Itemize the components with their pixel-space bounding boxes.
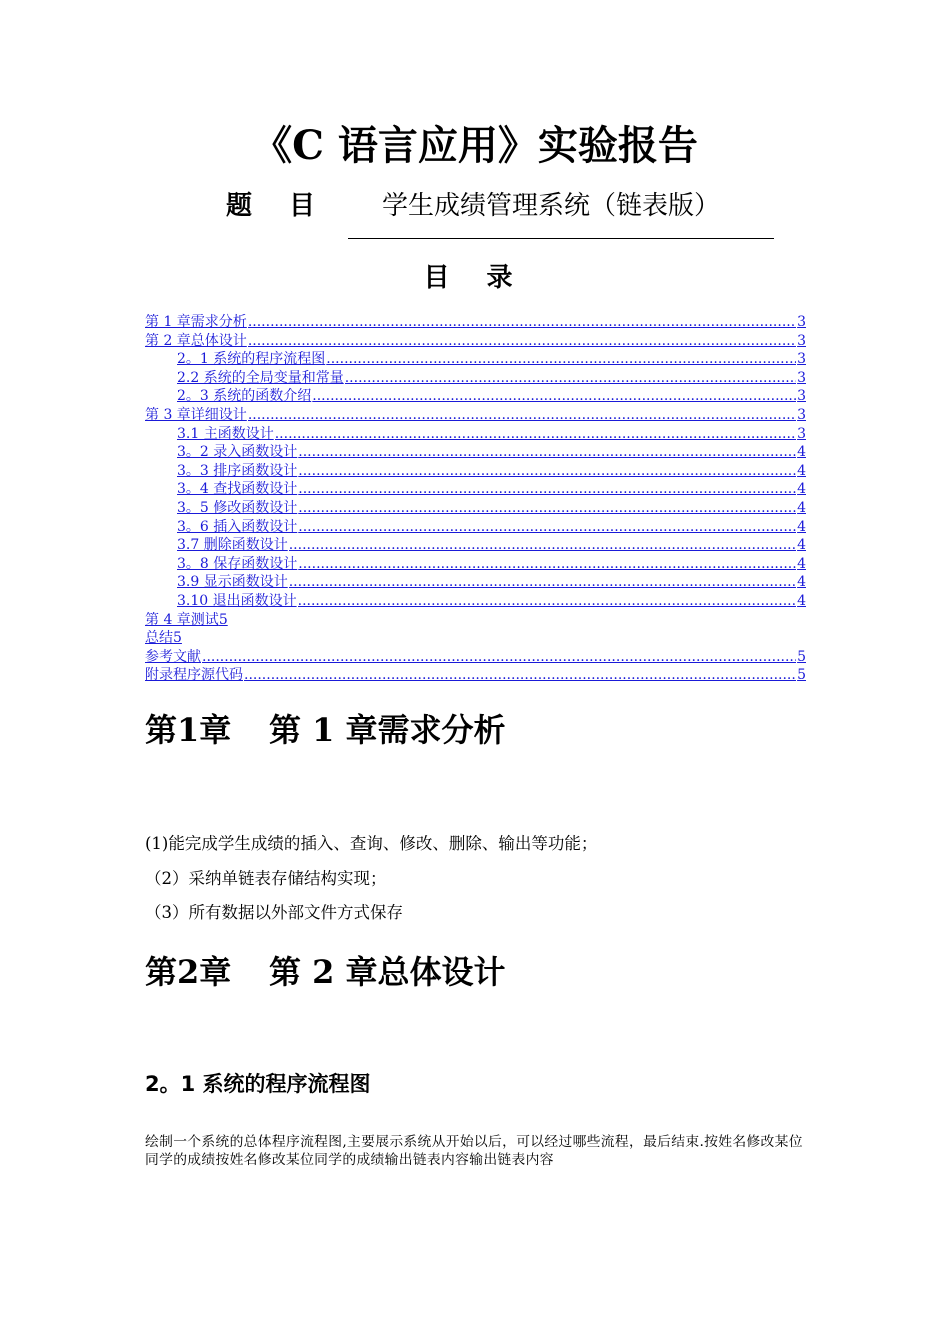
toc-page-number: 3 xyxy=(797,351,806,368)
toc-entry-text: 第 3 章详细设计 xyxy=(145,406,247,423)
toc-entry[interactable] xyxy=(145,313,806,332)
toc-entry-text: 3。2 录入函数设计 xyxy=(177,444,298,461)
toc-leader-dots xyxy=(289,573,796,592)
chapter-2-heading xyxy=(145,950,506,994)
toc-leader-dots xyxy=(326,350,796,369)
toc-entry[interactable] xyxy=(145,369,806,388)
toc-entry-text: 3.7 删除函数设计 xyxy=(177,537,288,554)
toc-page-number: 4 xyxy=(797,481,806,498)
toc-page-number: 4 xyxy=(797,499,806,516)
toc-entry-text: 3.1 主函数设计 xyxy=(177,425,274,442)
toc-leader-dots xyxy=(275,425,796,444)
toc-page-number: 4 xyxy=(797,462,806,479)
toc-entry[interactable] xyxy=(145,592,806,611)
toc-entry[interactable] xyxy=(145,611,806,630)
toc-page-number: 5 xyxy=(218,611,228,628)
toc-entry-text: 2。1 系统的程序流程图 xyxy=(177,351,326,368)
toc-page-number: 3 xyxy=(797,388,806,405)
toc-entry-text: 参考文献 xyxy=(145,648,201,665)
toc-page-number: 3 xyxy=(797,332,806,349)
toc-page-number: 3 xyxy=(797,425,806,442)
toc-entry-text: 总结 xyxy=(145,630,173,647)
toc-leader-dots xyxy=(298,443,796,462)
toc-leader-dots xyxy=(298,555,796,574)
toc-entry-text: 2。3 系统的函数介绍 xyxy=(177,388,312,405)
toc-leader-dots xyxy=(312,387,796,406)
toc-leader-dots xyxy=(298,480,796,499)
chapter-2-title: 第 2 章总体设计 xyxy=(269,953,506,991)
chapter-2-number: 第2章 xyxy=(145,953,232,991)
toc-entry[interactable] xyxy=(145,350,806,369)
toc-entry-text: 3。3 排序函数设计 xyxy=(177,462,298,479)
toc-leader-dots xyxy=(298,499,796,518)
report-title: 《C 语言应用》实验报告 xyxy=(252,122,698,169)
toc-page-number: 3 xyxy=(797,314,806,330)
toc-page-number: 5 xyxy=(173,630,182,647)
toc-entry-text: 2.2 系统的全局变量和常量 xyxy=(177,369,344,386)
requirement-item-2: （2）采纳单链表存储结构实现； xyxy=(145,869,387,888)
toc-entry-text: 3.9 显示函数设计 xyxy=(177,574,288,591)
toc-entry-text: 附录程序源代码 xyxy=(145,667,243,684)
toc-entry-text: 3。8 保存函数设计 xyxy=(177,555,298,572)
toc-page-number: 5 xyxy=(797,648,806,665)
table-of-contents xyxy=(145,313,806,685)
toc-entry[interactable] xyxy=(145,332,806,351)
toc-entry[interactable] xyxy=(145,425,806,444)
requirement-item-3: （3）所有数据以外部文件方式保存 xyxy=(145,903,403,922)
toc-leader-dots xyxy=(345,369,796,388)
chapter-1-title: 第 1 章需求分析 xyxy=(269,711,506,749)
toc-entry[interactable] xyxy=(145,387,806,406)
toc-page-number: 4 xyxy=(797,537,806,554)
chapter-1-number: 第1章 xyxy=(145,711,232,749)
subject-value: 学生成绩管理系统（链表版） xyxy=(382,191,721,221)
toc-entry[interactable] xyxy=(145,443,806,462)
toc-leader-dots xyxy=(298,592,796,611)
toc-entry-text: 第 1 章需求分析 xyxy=(145,314,247,330)
toc-page-number: 3 xyxy=(797,369,806,386)
section-2-1-heading: 2。1 系统的程序流程图 xyxy=(145,1072,371,1096)
toc-leader-dots xyxy=(244,666,796,685)
toc-entry-text: 3。4 查找函数设计 xyxy=(177,481,298,498)
chapter-1-heading xyxy=(145,708,506,752)
toc-entry-text: 3。6 插入函数设计 xyxy=(177,518,298,535)
requirement-item-1: (1)能完成学生成绩的插入、查询、修改、删除、输出等功能； xyxy=(145,834,598,853)
toc-entry[interactable] xyxy=(145,666,806,685)
toc-leader-dots xyxy=(289,536,796,555)
toc-page-number: 4 xyxy=(797,444,806,461)
section-2-1-body: 绘制一个系统的总体程序流程图,主要展示系统从开始以后，可以经过哪些流程，最后结束.按姓名修改某位同学的成绩按姓名修改某位同学的成绩输出链表内容输出链表内容 xyxy=(145,1134,803,1168)
toc-entry[interactable] xyxy=(145,573,806,592)
toc-entry[interactable] xyxy=(145,499,806,518)
toc-page-number: 5 xyxy=(797,667,806,684)
toc-entry-text: 第 4 章测试 xyxy=(145,611,219,628)
toc-entry[interactable] xyxy=(145,480,806,499)
toc-page-number: 4 xyxy=(797,574,806,591)
toc-entry[interactable] xyxy=(145,555,806,574)
toc-entry[interactable] xyxy=(145,462,806,481)
toc-leader-dots xyxy=(298,462,796,481)
toc-leader-dots xyxy=(202,648,796,667)
subject-label: 题 目 xyxy=(226,191,330,221)
toc-entry-text: 3。5 修改函数设计 xyxy=(177,499,298,516)
toc-leader-dots xyxy=(248,406,796,425)
toc-entry-text: 3.10 退出函数设计 xyxy=(177,592,297,609)
toc-heading: 目 录 xyxy=(423,263,527,293)
toc-leader-dots xyxy=(248,332,796,351)
toc-leader-dots xyxy=(298,518,796,537)
toc-entry[interactable] xyxy=(145,629,806,648)
toc-entry[interactable] xyxy=(145,406,806,425)
toc-leader-dots xyxy=(248,313,796,332)
toc-page-number: 3 xyxy=(797,406,806,423)
toc-entry[interactable] xyxy=(145,518,806,537)
toc-page-number: 4 xyxy=(797,518,806,535)
toc-page-number: 4 xyxy=(797,592,806,609)
subject-underline xyxy=(348,238,774,239)
toc-entry[interactable] xyxy=(145,536,806,555)
toc-entry-text: 第 2 章总体设计 xyxy=(145,332,247,349)
subject-row xyxy=(0,186,950,226)
toc-entry[interactable] xyxy=(145,648,806,667)
toc-page-number: 4 xyxy=(797,555,806,572)
